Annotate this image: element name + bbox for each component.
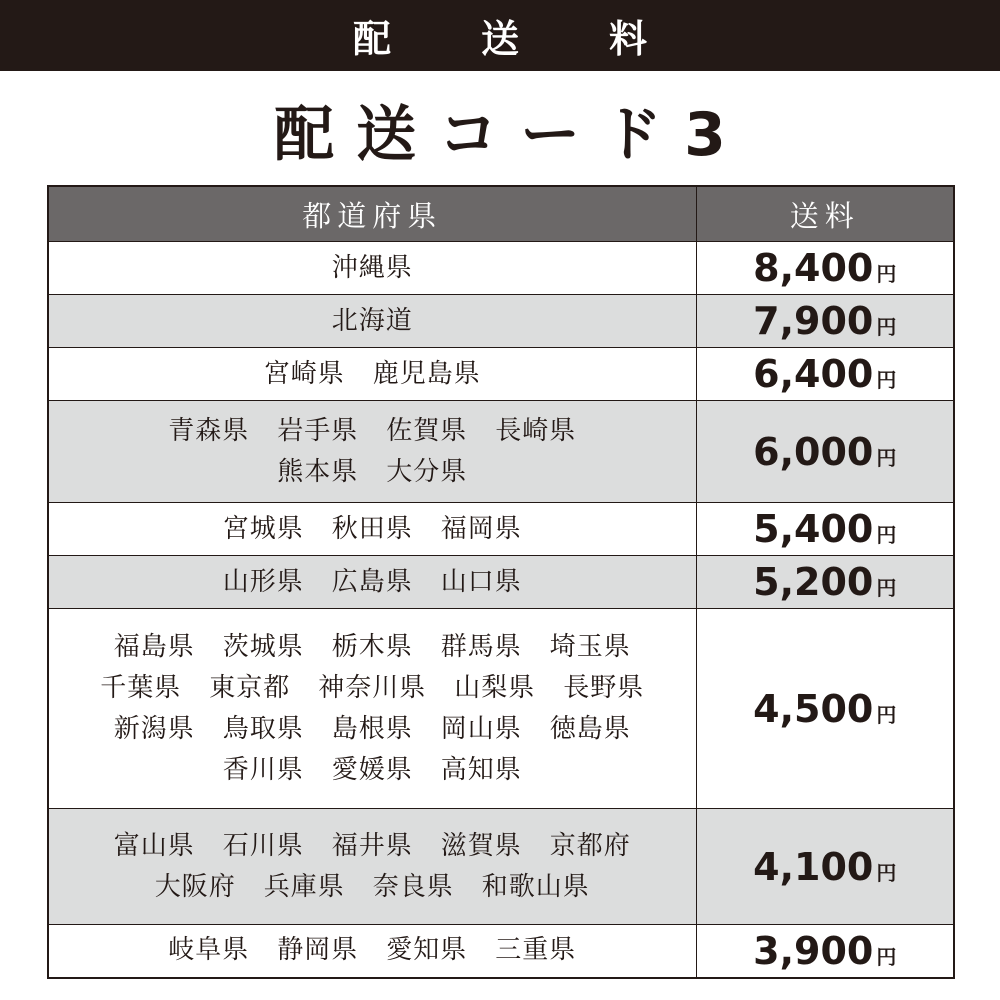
prefecture-name: 広島県 <box>331 566 413 597</box>
prefecture-list <box>49 301 696 342</box>
prefecture-name: 静岡県 <box>277 935 359 966</box>
shipping-fee <box>753 299 896 343</box>
shipping-fee <box>753 246 896 290</box>
prefecture-name: 青森県 <box>168 415 250 446</box>
prefecture-list <box>49 826 696 908</box>
table-row <box>48 348 954 401</box>
prefecture-name: 神奈川県 <box>318 672 427 703</box>
prefecture-name: 富山県 <box>113 830 195 861</box>
prefecture-name: 鳥取県 <box>222 713 304 744</box>
prefecture-name: 滋賀県 <box>440 830 522 861</box>
prefecture-cell <box>48 609 696 809</box>
prefecture-name: 岡山県 <box>440 713 522 744</box>
prefecture-name: 三重県 <box>495 935 577 966</box>
shipping-fee <box>753 560 896 604</box>
shipping-fee <box>753 845 896 889</box>
fee-cell <box>696 809 954 925</box>
prefecture-list <box>49 509 696 550</box>
fee-amount: 3,900 <box>753 928 874 973</box>
yen-unit: 円 <box>876 576 897 600</box>
prefecture-cell <box>48 809 696 925</box>
shipping-fee <box>753 507 896 551</box>
shipping-fee <box>753 430 896 474</box>
prefecture-cell <box>48 503 696 556</box>
prefecture-name: 群馬県 <box>440 631 522 662</box>
prefecture-name: 和歌山県 <box>481 871 590 902</box>
fee-cell <box>696 295 954 348</box>
prefecture-name: 京都府 <box>549 830 631 861</box>
fee-amount: 5,400 <box>753 507 874 551</box>
prefecture-list <box>49 930 696 971</box>
table-row <box>48 556 954 609</box>
fee-amount: 6,400 <box>753 352 874 396</box>
prefecture-name: 茨城県 <box>222 631 304 662</box>
yen-unit: 円 <box>876 262 897 286</box>
fee-cell <box>696 503 954 556</box>
prefecture-list <box>49 248 696 289</box>
table-row <box>48 809 954 925</box>
table-row <box>48 503 954 556</box>
prefecture-name: 新潟県 <box>113 713 195 744</box>
table-header-row <box>48 186 954 242</box>
header-bar <box>0 0 1000 71</box>
prefecture-name: 香川県 <box>222 754 304 785</box>
yen-unit: 円 <box>876 368 897 392</box>
shipping-fee <box>753 929 896 973</box>
prefecture-name: 山口県 <box>440 566 522 597</box>
prefecture-name: 愛媛県 <box>331 754 413 785</box>
prefecture-cell <box>48 295 696 348</box>
header-title: 配 送 料 <box>352 17 673 61</box>
prefecture-name: 北海道 <box>331 305 413 336</box>
column-header-fee: 送料 <box>696 186 954 242</box>
prefecture-name: 山形県 <box>222 566 304 597</box>
fee-cell <box>696 925 954 978</box>
prefecture-name: 熊本県 <box>277 456 359 487</box>
prefecture-cell <box>48 556 696 609</box>
prefecture-name: 沖縄県 <box>331 252 413 283</box>
fee-cell <box>696 401 954 503</box>
prefecture-name: 岐阜県 <box>168 935 250 966</box>
table-row <box>48 295 954 348</box>
prefecture-name: 石川県 <box>222 830 304 861</box>
table-row <box>48 925 954 978</box>
fee-amount: 7,900 <box>753 299 874 343</box>
yen-unit: 円 <box>876 944 897 969</box>
prefecture-name: 福島県 <box>113 631 195 662</box>
prefecture-name: 福井県 <box>331 830 413 861</box>
shipping-code-title: 配送コード3 <box>274 100 748 170</box>
yen-unit: 円 <box>876 315 897 339</box>
prefecture-list <box>49 562 696 603</box>
shipping-rate-table <box>47 185 955 979</box>
fee-cell <box>696 242 954 295</box>
fee-amount: 4,100 <box>753 844 874 889</box>
fee-cell <box>696 556 954 609</box>
table-row <box>48 609 954 809</box>
prefecture-name: 島根県 <box>331 713 413 744</box>
yen-unit: 円 <box>876 860 897 885</box>
prefecture-list <box>49 411 696 493</box>
prefecture-name: 兵庫県 <box>263 871 345 902</box>
prefecture-cell <box>48 348 696 401</box>
column-header-prefecture: 都道府県 <box>48 186 696 242</box>
prefecture-cell <box>48 242 696 295</box>
fee-cell <box>696 609 954 809</box>
prefecture-name: 奈良県 <box>372 871 454 902</box>
prefecture-name: 大阪府 <box>154 871 236 902</box>
prefecture-name: 福岡県 <box>440 513 522 544</box>
prefecture-name: 大分県 <box>386 456 468 487</box>
yen-unit: 円 <box>876 702 897 727</box>
prefecture-name: 長崎県 <box>495 415 577 446</box>
prefecture-name: 長野県 <box>563 672 645 703</box>
yen-unit: 円 <box>876 523 897 547</box>
prefecture-name: 栃木県 <box>331 631 413 662</box>
prefecture-cell <box>48 925 696 978</box>
prefecture-name: 秋田県 <box>331 513 413 544</box>
fee-amount: 6,000 <box>753 429 874 474</box>
shipping-fee <box>753 352 896 396</box>
prefecture-name: 東京都 <box>209 672 291 703</box>
fee-amount: 5,200 <box>753 560 874 604</box>
prefecture-cell <box>48 401 696 503</box>
table-row <box>48 242 954 295</box>
prefecture-name: 高知県 <box>440 754 522 785</box>
prefecture-name: 埼玉県 <box>549 631 631 662</box>
shipping-fee <box>753 687 896 731</box>
prefecture-name: 千葉県 <box>100 672 182 703</box>
table-row <box>48 401 954 503</box>
prefecture-name: 岩手県 <box>277 415 359 446</box>
prefecture-name: 徳島県 <box>549 713 631 744</box>
prefecture-name: 宮城県 <box>222 513 304 544</box>
fee-cell <box>696 348 954 401</box>
prefecture-name: 愛知県 <box>386 935 468 966</box>
prefecture-name: 鹿児島県 <box>372 358 481 389</box>
table-body <box>48 242 954 978</box>
yen-unit: 円 <box>876 445 897 470</box>
prefecture-name: 山梨県 <box>454 672 536 703</box>
fee-amount: 8,400 <box>753 246 874 290</box>
prefecture-name: 宮崎県 <box>263 358 345 389</box>
fee-amount: 4,500 <box>753 686 874 731</box>
prefecture-list <box>49 354 696 395</box>
prefecture-list <box>49 627 696 791</box>
prefecture-name: 佐賀県 <box>386 415 468 446</box>
